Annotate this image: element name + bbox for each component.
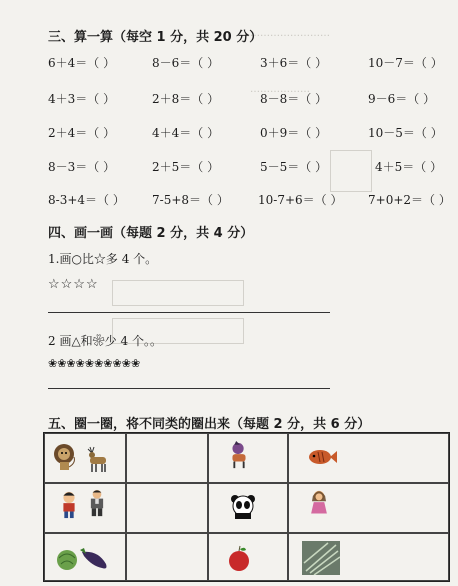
problem: 7-5+8＝（ ） (152, 193, 229, 207)
section5-title: 五、圈一圈，将不同类的圈出来（每题 2 分，共 6 分） (48, 417, 371, 432)
grid-cell[interactable] (126, 433, 208, 483)
apple-icon (226, 545, 252, 573)
section4-title: 四、画一画（每题 2 分，共 4 分） (48, 226, 254, 241)
lion-icon (52, 443, 78, 471)
section3-title: 三、算一算（每空 1 分，共 20 分） (48, 30, 263, 45)
problem: 3＋6＝（ ） (260, 56, 328, 70)
problem: 8-3+4＝（ ） (48, 193, 125, 207)
grid-cell[interactable] (126, 483, 208, 533)
problem: 0＋9＝（ ） (260, 126, 328, 140)
problem: 10－5＝（ ） (368, 126, 443, 140)
star-symbols: ☆☆☆☆ (48, 277, 99, 292)
problem: 2＋8＝（ ） (152, 92, 220, 106)
man-icon (84, 489, 110, 517)
problem: 10-7+6＝（ ） (258, 193, 343, 207)
problem: 4＋5＝（ ） (375, 160, 443, 174)
boy-icon (56, 491, 82, 519)
grid-cell[interactable] (126, 533, 208, 581)
flower-symbols: ❀❀❀❀❀❀❀❀❀❀ (48, 357, 141, 370)
horse-icon (224, 441, 254, 469)
draw-question-2: 2 画△和❀少 4 个。。 (48, 334, 162, 348)
problem: 8－3＝（ ） (48, 160, 116, 174)
problem: 9－6＝（ ） (368, 92, 436, 106)
problem: 5－5＝（ ） (260, 160, 328, 174)
cabbage-icon (54, 545, 80, 573)
panda-icon (230, 493, 256, 521)
picture-grid (43, 432, 450, 582)
bleed-through-box (330, 150, 372, 192)
problem: 8－6＝（ ） (152, 56, 220, 70)
problem: 7+0+2＝（ ） (368, 193, 451, 207)
girl-icon (306, 489, 332, 517)
problem: 6＋4＝（ ） (48, 56, 116, 70)
leafy-vegetable-icon (302, 541, 340, 575)
problem: 4＋4＝（ ） (152, 126, 220, 140)
bleed-through-text: ……………… (250, 84, 310, 95)
bleed-through-box (112, 280, 244, 306)
problem: 2＋4＝（ ） (48, 126, 116, 140)
answer-line-1[interactable] (48, 312, 330, 313)
fish-icon (306, 447, 338, 467)
eggplant-icon (78, 545, 112, 573)
problem: 10－7＝（ ） (368, 56, 443, 70)
problem: 4＋3＝（ ） (48, 92, 116, 106)
problem: 8－8＝（ ） (260, 92, 328, 106)
answer-line-2[interactable] (48, 388, 330, 389)
bleed-through-text: …………………… (250, 28, 330, 39)
draw-question-1: 1.画○比☆多 4 个。 (48, 252, 158, 266)
deer-icon (82, 445, 112, 473)
problem: 2＋5＝（ ） (152, 160, 220, 174)
